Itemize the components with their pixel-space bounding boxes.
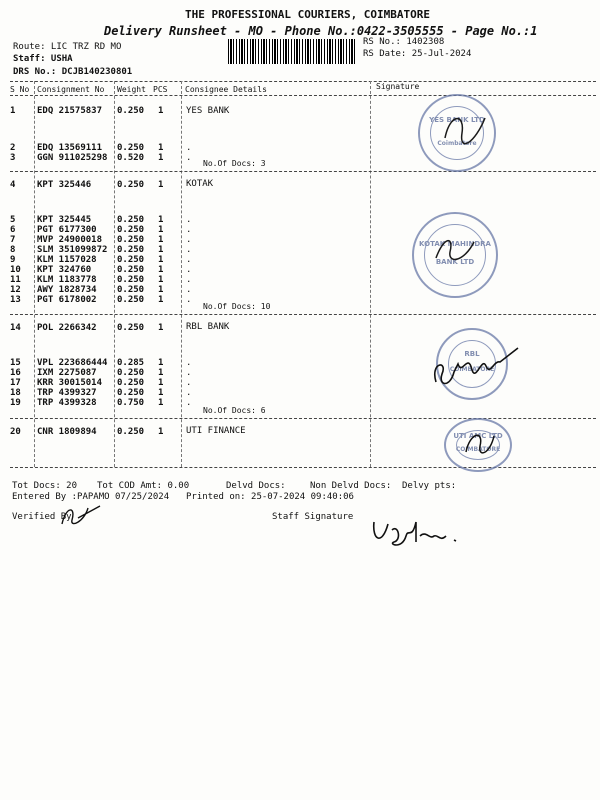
row-sno: 12 [10, 285, 21, 295]
row-consignee: . [186, 143, 192, 153]
row-pcs: 1 [158, 265, 164, 275]
row-consignment: IXM 2275087 [37, 368, 97, 378]
row-weight: 0.250 [117, 215, 145, 225]
row-consignment: KLM 1157028 [37, 255, 97, 265]
row-consignment: EDQ 21575837 [37, 106, 103, 116]
row-sno: 3 [10, 153, 16, 163]
docs-count: No.Of Docs: 3 [203, 159, 266, 168]
row-pcs: 1 [158, 153, 164, 163]
rs-number: RS No.: 1402308 [363, 37, 445, 47]
row-consignment: KPT 325445 [37, 215, 92, 225]
col-header-consignment: Consignment No [37, 85, 105, 94]
row-consignee: KOTAK [186, 179, 214, 189]
entered-by: Entered By :PAPAMO 07/25/2024 [12, 492, 170, 502]
row-consignee: . [186, 215, 192, 225]
table-bottom-rule [10, 467, 596, 468]
row-consignment: SLM 351099872 [37, 245, 108, 255]
total-cod: Tot COD Amt: 0.00 [97, 481, 190, 491]
group-separator [10, 418, 596, 419]
row-consignment: KLM 1183778 [37, 275, 97, 285]
row-consignment: CNR 1809894 [37, 427, 97, 437]
handwritten-signature [428, 342, 528, 397]
row-sno: 1 [10, 106, 16, 116]
rs-date: RS Date: 25-Jul-2024 [363, 49, 472, 59]
drs-number: DRS No.: DCJB140230801 [13, 67, 133, 77]
row-pcs: 1 [158, 106, 164, 116]
row-sno: 4 [10, 180, 16, 190]
row-weight: 0.250 [117, 388, 145, 398]
row-consignment: KRR 30015014 [37, 378, 103, 388]
group-separator [10, 314, 596, 315]
row-pcs: 1 [158, 427, 164, 437]
row-sno: 14 [10, 323, 21, 333]
row-sno: 20 [10, 427, 21, 437]
col-divider [181, 81, 182, 467]
row-consignee: . [186, 368, 192, 378]
row-consignee: . [186, 153, 192, 163]
row-weight: 0.250 [117, 285, 145, 295]
row-weight: 0.250 [117, 295, 145, 305]
col-header-weight: Weight [117, 85, 146, 94]
row-pcs: 1 [158, 378, 164, 388]
row-pcs: 1 [158, 275, 164, 285]
row-consignee: RBL BANK [186, 322, 230, 332]
handwritten-signature [430, 228, 480, 273]
row-consignment: AWY 1828734 [37, 285, 97, 295]
col-divider [114, 81, 115, 467]
group-separator [10, 171, 596, 172]
page-title: Delivery Runsheet - MO - Phone No.:0422-3505555 - Page No.:1 [104, 24, 538, 38]
route-label: Route: LIC TRZ RD MO [13, 42, 122, 52]
row-weight: 0.250 [117, 275, 145, 285]
row-weight: 0.250 [117, 235, 145, 245]
row-consignment: EDQ 13569111 [37, 143, 103, 153]
row-weight: 0.250 [117, 225, 145, 235]
row-consignment: TRP 4399327 [37, 388, 97, 398]
company-name: THE PROFESSIONAL COURIERS, COIMBATORE [185, 8, 431, 21]
row-consignment: KPT 324760 [37, 265, 92, 275]
row-pcs: 1 [158, 255, 164, 265]
row-sno: 17 [10, 378, 21, 388]
col-header-signature: Signature [376, 82, 420, 91]
row-consignee: . [186, 285, 192, 295]
row-sno: 8 [10, 245, 16, 255]
row-consignee: . [186, 225, 192, 235]
table-top-rule [10, 81, 596, 82]
row-weight: 0.285 [117, 358, 145, 368]
row-consignee: UTI FINANCE [186, 426, 246, 436]
barcode [228, 39, 355, 64]
row-pcs: 1 [158, 368, 164, 378]
row-pcs: 1 [158, 358, 164, 368]
row-consignment: VPL 223686444 [37, 358, 108, 368]
delivered-docs: Delvd Docs: [226, 481, 286, 491]
row-consignment: KPT 325446 [37, 180, 92, 190]
docs-count: No.Of Docs: 10 [203, 302, 271, 311]
row-pcs: 1 [158, 225, 164, 235]
yes-bank-stamp: YES BANK LTD Coimbatore [418, 94, 496, 172]
staff-label: Staff: USHA [13, 54, 73, 64]
row-consignee: . [186, 275, 192, 285]
row-sno: 13 [10, 295, 21, 305]
row-weight: 0.250 [117, 106, 145, 116]
delivery-points: Delvy pts: [402, 481, 457, 491]
row-consignment: MVP 24900018 [37, 235, 103, 245]
row-weight: 0.250 [117, 265, 145, 275]
row-weight: 0.250 [117, 378, 145, 388]
row-consignee: . [186, 388, 192, 398]
row-sno: 11 [10, 275, 21, 285]
row-weight: 0.250 [117, 143, 145, 153]
col-header-pcs: PCS [153, 85, 168, 94]
row-weight: 0.250 [117, 368, 145, 378]
verified-signature [58, 500, 103, 532]
row-sno: 19 [10, 398, 21, 408]
row-weight: 0.520 [117, 153, 145, 163]
row-pcs: 1 [158, 295, 164, 305]
row-sno: 7 [10, 235, 16, 245]
row-consignee: YES BANK [186, 106, 230, 116]
row-consignee: . [186, 295, 192, 305]
row-consignment: PGT 6177300 [37, 225, 97, 235]
row-pcs: 1 [158, 285, 164, 295]
row-pcs: 1 [158, 143, 164, 153]
row-pcs: 1 [158, 235, 164, 245]
non-delivered-docs: Non Delvd Docs: [310, 481, 392, 491]
row-weight: 0.250 [117, 245, 145, 255]
row-consignment: PGT 6178002 [37, 295, 97, 305]
col-header-sno: S No [10, 85, 30, 94]
printed-on: Printed on: 25-07-2024 09:40:06 [186, 492, 354, 502]
row-consignee: . [186, 245, 192, 255]
handwritten-signature [460, 424, 500, 464]
row-sno: 6 [10, 225, 16, 235]
staff-signature [368, 510, 468, 554]
row-consignee: . [186, 265, 192, 275]
row-pcs: 1 [158, 388, 164, 398]
row-weight: 0.250 [117, 427, 145, 437]
col-header-consignee: Consignee Details [185, 85, 267, 94]
uti-stamp: UTI AMC LTD COIMBATORE [444, 418, 512, 472]
row-consignee: . [186, 235, 192, 245]
rbl-stamp: RBL COIMBATORE [436, 328, 508, 400]
row-consignment: GGN 911025298 [37, 153, 108, 163]
row-sno: 9 [10, 255, 16, 265]
row-sno: 10 [10, 265, 21, 275]
row-pcs: 1 [158, 180, 164, 190]
kotak-stamp: KOTAK MAHINDRA BANK LTD [412, 212, 498, 298]
row-consignee: . [186, 358, 192, 368]
row-pcs: 1 [158, 323, 164, 333]
row-consignment: TRP 4399328 [37, 398, 97, 408]
col-divider [370, 81, 371, 467]
row-pcs: 1 [158, 245, 164, 255]
row-consignee: . [186, 398, 192, 408]
verified-by-label: Verified By [12, 512, 72, 522]
row-weight: 0.250 [117, 180, 145, 190]
staff-signature-label: Staff Signature [272, 512, 354, 522]
col-divider [34, 81, 35, 467]
row-weight: 0.250 [117, 323, 145, 333]
total-docs: Tot Docs: 20 [12, 481, 78, 491]
row-sno: 15 [10, 358, 21, 368]
handwritten-signature [440, 108, 490, 148]
row-pcs: 1 [158, 215, 164, 225]
docs-count: No.Of Docs: 6 [203, 406, 266, 415]
row-sno: 16 [10, 368, 21, 378]
row-sno: 5 [10, 215, 16, 225]
row-consignment: POL 2266342 [37, 323, 97, 333]
row-weight: 0.750 [117, 398, 145, 408]
header-bottom-rule [10, 95, 596, 96]
row-pcs: 1 [158, 398, 164, 408]
row-sno: 18 [10, 388, 21, 398]
row-consignee: . [186, 378, 192, 388]
row-sno: 2 [10, 143, 16, 153]
row-weight: 0.250 [117, 255, 145, 265]
row-consignee: . [186, 255, 192, 265]
